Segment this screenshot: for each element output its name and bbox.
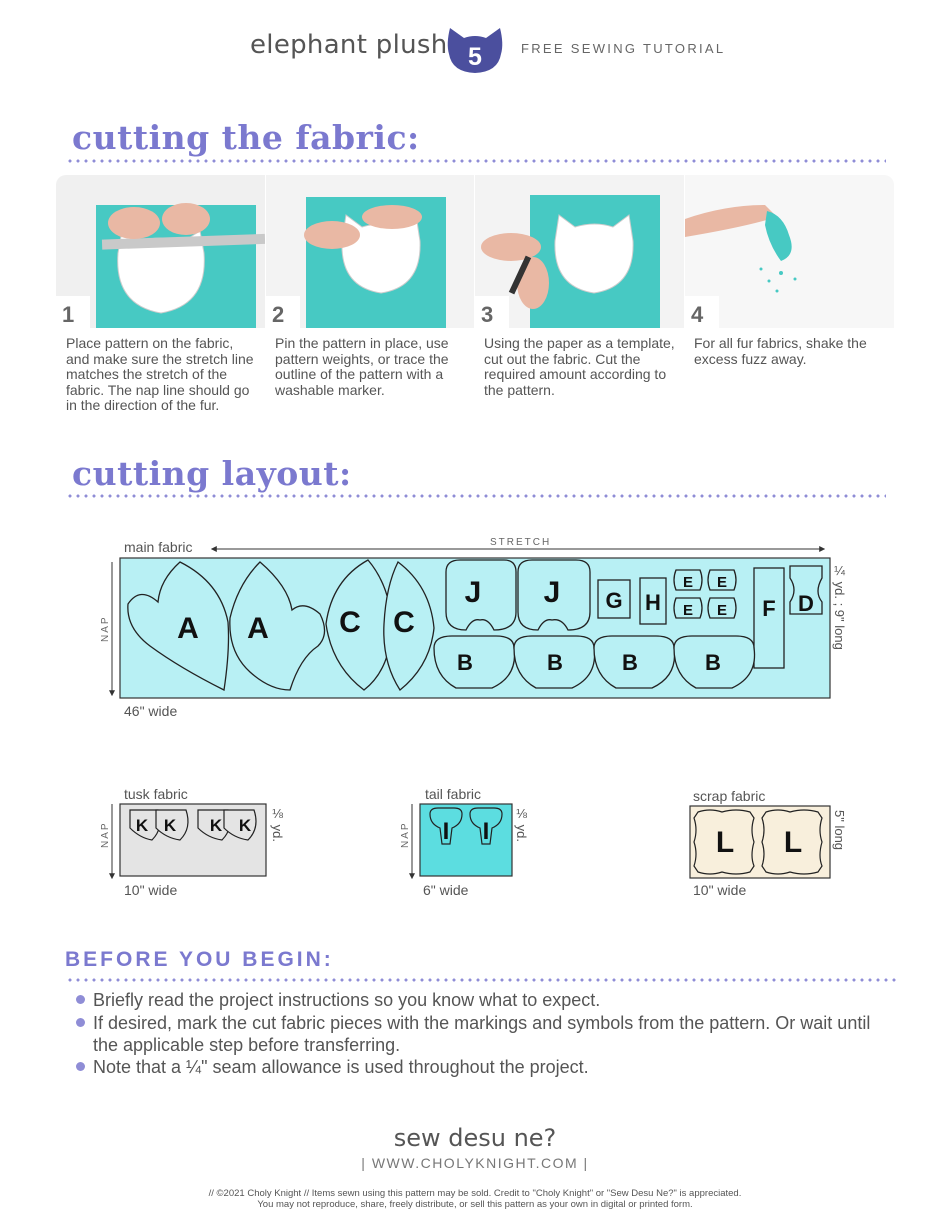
step-1-text: Place pattern on the fabric, and make sure the stretch line matches the stretch of the fabric. The nap line should go in the direction of the fur.	[66, 335, 254, 414]
piece-label: K	[238, 816, 252, 835]
section-title-before-you-begin: BEFORE YOU BEGIN:	[65, 948, 334, 971]
page-number: 5	[468, 43, 482, 71]
step-4-text: For all fur fabrics, shake the excess fuzz away.	[694, 335, 867, 367]
bullet-dot	[76, 995, 85, 1004]
scrap-fabric-width: 10" wide	[693, 882, 747, 898]
footer-url[interactable]: | WWW.CHOLYKNIGHT.COM |	[361, 1155, 589, 1171]
bullet-dot	[76, 1062, 85, 1071]
list-item	[76, 1012, 876, 1056]
tail-fabric-label: tail fabric	[425, 786, 482, 802]
footer-legal	[0, 1188, 950, 1210]
piece-label: L	[783, 826, 803, 859]
nap-label: NAP	[100, 821, 111, 848]
piece-label: E	[682, 602, 694, 619]
scrap-fabric-layout	[688, 804, 834, 880]
step-3-text: Using the paper as a template, cut out the fabric. Cut the required amount according to the pattern.	[484, 335, 675, 398]
piece-label: J	[543, 576, 561, 609]
dotted-divider	[66, 977, 896, 983]
step-number: 3	[475, 296, 509, 328]
bullet-dot	[76, 1018, 85, 1027]
document-title: elephant plush	[250, 30, 448, 60]
piece-label: L	[715, 826, 735, 859]
piece-label: I	[442, 818, 450, 845]
step-2-photo	[266, 175, 474, 328]
section-title-cutting-fabric: cutting the fabric:	[72, 118, 420, 157]
step-number: 1	[56, 296, 90, 328]
footer-legal-line-2: You may not reproduce, share, freely distribute, or sell this pattern as your own in digital or printed form.	[257, 1199, 693, 1210]
piece-label: B	[547, 650, 563, 675]
piece-label: D	[798, 591, 814, 616]
piece-label: C	[339, 606, 361, 639]
tail-fabric-width: 6" wide	[423, 882, 469, 898]
page-number-badge	[444, 24, 506, 76]
step-number: 4	[685, 296, 719, 328]
main-fabric-length: ¼ yd. ; 9" long	[832, 563, 847, 650]
piece-label: E	[682, 574, 694, 591]
piece-label: F	[762, 596, 776, 621]
list-item-text: Briefly read the project instructions so you know what to expect.	[93, 990, 601, 1010]
tail-fabric-length: ⅛ yd.	[514, 806, 529, 842]
step-4-photo	[685, 175, 894, 328]
list-item	[76, 1056, 876, 1078]
footer-legal-line-1: // ©2021 Choly Knight // Items sewn using this pattern may be sold. Credit to "Choly Knight" or "Sew Desu Ne?" is appreciated.	[208, 1188, 742, 1199]
tusk-fabric-label: tusk fabric	[124, 786, 188, 802]
document-subtitle: FREE SEWING TUTORIAL	[521, 41, 726, 56]
stretch-label: STRETCH	[490, 537, 552, 548]
tusk-fabric-length: ⅛ yd.	[270, 806, 285, 842]
tusk-fabric-layout	[100, 800, 270, 882]
step-1-photo	[56, 175, 265, 328]
piece-label: K	[163, 816, 177, 835]
nap-label: NAP	[100, 615, 111, 642]
piece-label: G	[605, 588, 623, 613]
piece-label: B	[705, 650, 721, 675]
piece-label: B	[622, 650, 638, 675]
piece-label: A	[177, 612, 199, 645]
piece-label: K	[135, 816, 149, 835]
cat-head-icon	[444, 24, 506, 76]
dotted-divider	[66, 158, 886, 164]
main-fabric-width: 46" wide	[124, 703, 178, 719]
scrap-fabric-label: scrap fabric	[693, 788, 766, 804]
piece-label: C	[393, 606, 415, 639]
piece-label: I	[482, 818, 490, 845]
list-item	[76, 989, 876, 1011]
list-item-text: Note that a ¼" seam allowance is used throughout the project.	[93, 1057, 589, 1077]
main-fabric-label: main fabric	[124, 539, 193, 555]
piece-label: J	[464, 576, 482, 609]
piece-label: E	[716, 602, 728, 619]
list-item-text: If desired, mark the cut fabric pieces with the markings and symbols from the pattern. Or wait until the applicable step before transferring.	[93, 1013, 871, 1055]
piece-label: K	[209, 816, 223, 835]
section-title-cutting-layout: cutting layout:	[72, 454, 352, 493]
piece-label: H	[645, 590, 661, 615]
tail-fabric-layout	[400, 800, 516, 882]
main-fabric-layout	[100, 540, 840, 710]
dotted-divider	[66, 493, 886, 499]
piece-label: B	[457, 650, 473, 675]
piece-label: A	[247, 612, 269, 645]
step-number: 2	[266, 296, 300, 328]
piece-label: E	[716, 574, 728, 591]
scrap-fabric-length: 5" long	[832, 810, 847, 851]
step-2-text: Pin the pattern in place, use pattern weights, or trace the outline of the pattern with a washable marker.	[275, 335, 449, 398]
nap-label: NAP	[400, 821, 411, 848]
step-3-photo	[475, 175, 684, 328]
tusk-fabric-width: 10" wide	[124, 882, 178, 898]
footer-brand: sew desu ne?	[393, 1124, 557, 1152]
